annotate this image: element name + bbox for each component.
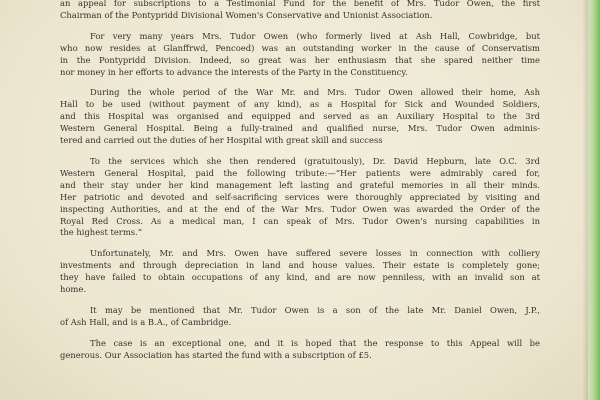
text-line: and this Hospital was organised and equipped and served as an Auxiliary Hospital to the 3rd	[60, 111, 540, 122]
text-line: Western General Hospital. Being a fully-trained and qualified nurse, Mrs. Tudor Owen adminis-	[60, 123, 540, 134]
text-line: Her patriotic and devoted and self-sacrificing services were thoroughly appreciated by visiting and	[60, 191, 540, 202]
text-line: nor money in her efforts to advance the interests of the Party in the Constituency.	[60, 66, 408, 77]
text-line: Royal Red Cross. As a medical man, I can speak of Mrs. Tudor Owen's nursing capabilities in	[60, 215, 540, 226]
paragraph-conservative-work	[60, 31, 540, 79]
green-backing-edge	[588, 0, 600, 400]
text-line: the highest terms.”	[60, 227, 142, 238]
text-line: To the services which she then rendered (gratuitously), Dr. David Hepburn, late O.C. 3rd	[90, 155, 540, 166]
text-line: The case is an exceptional one, and it is hoped that the response to this Appeal will be	[90, 337, 540, 348]
paragraph-family-background	[60, 305, 540, 329]
text-line: Western General Hospital, paid the following tribute:—“Her patients were admirably cared for,	[60, 167, 540, 178]
text-line: they have failed to obtain occupations of any kind, and are now penniless, with an invalid son at	[60, 272, 540, 283]
text-line: home.	[60, 284, 86, 295]
text-line: Hall to be used (without payment of any kind), as a Hospital for Sick and Wounded Soldiers,	[60, 99, 540, 110]
paragraph-appeal-intro	[60, 0, 540, 22]
text-line: It may be mentioned that Mr. Tudor Owen is a son of the late Mr. Daniel Owen, J.P.,	[90, 304, 540, 315]
text-line: and their stay under her kind management left lasting and grateful memories in all their minds.	[60, 179, 540, 190]
text-line: inspecting Authorities, and at the end of the War Mrs. Tudor Owen was awarded the Order of the	[60, 203, 540, 214]
paragraph-financial-losses	[60, 248, 540, 296]
text-line: During the whole period of the War Mr. and Mrs. Tudor Owen allowed their home, Ash	[90, 87, 540, 98]
text-line: an appeal for subscriptions to a Testimonial Fund for the benefit of Mrs. Tudor Owen, the first	[60, 0, 540, 8]
paragraph-closing-appeal	[60, 338, 540, 362]
text-line: investments and through depreciation in land and house values. Their estate is completely gone;	[60, 260, 540, 271]
text-line: Chairman of the Pontypridd Divisional Women's Conservative and Unionist Association.	[60, 9, 433, 20]
paragraph-hepburn-tribute	[60, 156, 540, 239]
text-line: who now resides at Glanffrwd, Pencoed) was an outstanding worker in the cause of Conservatism	[60, 42, 540, 53]
text-line: Unfortunately, Mr. and Mrs. Owen have suffered severe losses in connection with colliery	[90, 248, 540, 259]
paragraph-war-hospital	[60, 87, 540, 147]
letter-body	[60, 0, 540, 371]
text-line: For very many years Mrs. Tudor Owen (who formerly lived at Ash Hall, Cowbridge, but	[90, 30, 540, 41]
text-line: generous. Our Association has started the fund with a subscription of £5.	[60, 349, 372, 360]
text-line: of Ash Hall, and is a B.A., of Cambridge.	[60, 316, 232, 327]
text-line: in the Pontypridd Division. Indeed, so great was her enthusiasm that she spared neither time	[60, 54, 540, 65]
text-line: tered and carried out the duties of her Hospital with great skill and success	[60, 135, 383, 146]
